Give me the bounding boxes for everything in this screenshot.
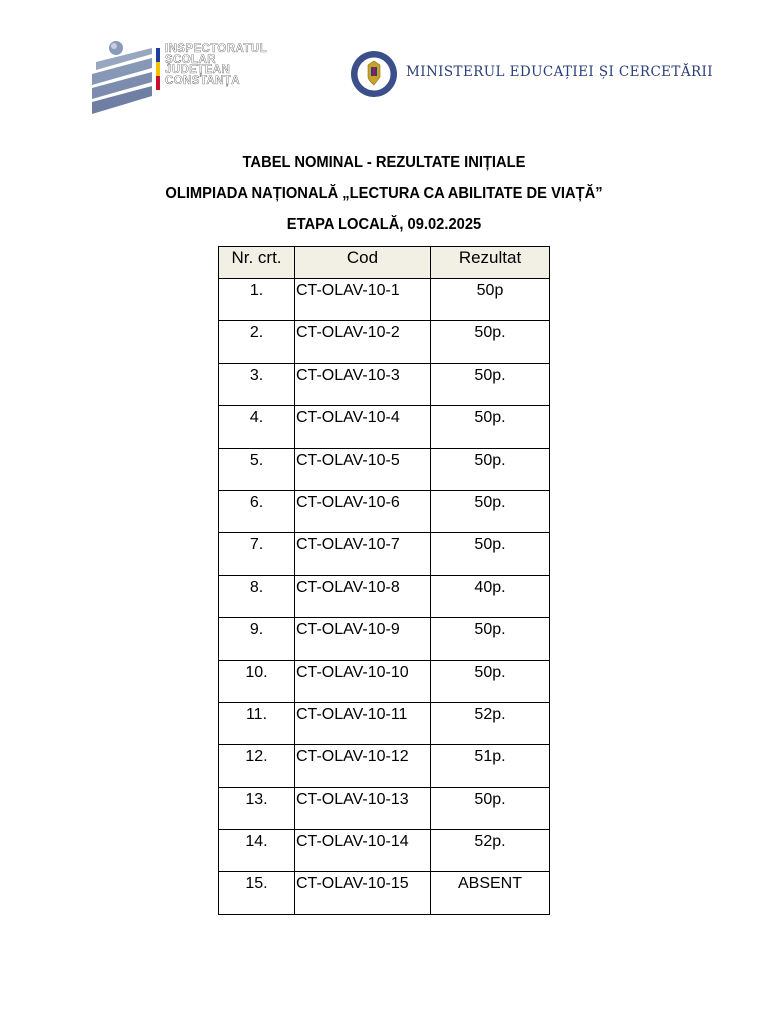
cell-rezultat-text: 50p. [474,493,506,511]
header-rezultat: Rezultat [431,247,550,279]
cell-nr [219,702,295,744]
cell-rezultat [431,279,550,321]
cell-nr-text: 5. [249,451,264,469]
cell-cod-text: CT-OLAV-10-3 [296,366,400,384]
isj-line-1: INSPECTORATUL [165,43,267,55]
cell-nr [219,363,295,405]
cell-nr-text: 15. [245,875,268,893]
cell-cod [295,490,431,532]
table-row [219,660,550,702]
cell-cod [295,660,431,702]
cell-cod [295,830,431,872]
cell-rezultat [431,575,550,617]
document-titles [0,150,768,243]
cell-rezultat [431,618,550,660]
cell-cod-text: CT-OLAV-10-6 [296,493,400,511]
cell-cod [295,872,431,914]
results-table [218,246,550,915]
table-row [219,575,550,617]
table-row [219,279,550,321]
cell-cod [295,787,431,829]
cell-cod-text: CT-OLAV-10-13 [296,790,409,808]
cell-cod [295,618,431,660]
table-row [219,448,550,490]
cell-rezultat-text: 50p. [474,366,506,384]
cell-nr-text: 13. [245,790,268,808]
cell-rezultat [431,787,550,829]
cell-cod-text: CT-OLAV-10-10 [296,663,409,681]
cell-rezultat-text: 52p. [474,833,506,851]
cell-cod [295,575,431,617]
cell-rezultat-text: 50p. [474,663,506,681]
cell-nr-text: 14. [245,833,268,851]
cell-nr [219,279,295,321]
cell-rezultat [431,490,550,532]
table-row [219,533,550,575]
cell-cod-text: CT-OLAV-10-9 [296,621,400,639]
cell-nr [219,575,295,617]
table-row [219,830,550,872]
cell-cod [295,363,431,405]
cell-rezultat-text: 50p [476,282,504,299]
title-line-2: OLIMPIADA NAȚIONALĂ „LECTURA CA ABILITATE DE VIAȚĂ” [165,185,603,202]
cell-rezultat [431,321,550,363]
cell-rezultat [431,702,550,744]
table-row [219,490,550,532]
cell-cod-text: CT-OLAV-10-1 [296,282,400,299]
cell-nr-text: 11. [245,705,268,723]
cell-rezultat-text: 50p. [474,790,506,808]
cell-nr [219,830,295,872]
guvernul-romaniei-seal-icon [350,50,398,98]
table-row [219,702,550,744]
cell-nr-text: 3. [249,366,264,384]
cell-nr [219,321,295,363]
cell-rezultat [431,830,550,872]
cell-nr-text: 9. [249,621,264,639]
cell-cod-text: CT-OLAV-10-8 [296,578,400,596]
table-row [219,872,550,914]
cell-rezultat-text: 50p. [474,324,506,342]
cell-nr-text: 12. [245,748,268,766]
cell-nr [219,406,295,448]
header-cod: Cod [295,247,431,279]
cell-nr-text: 1. [249,282,264,299]
cell-cod-text: CT-OLAV-10-7 [296,536,400,554]
cell-rezultat [431,533,550,575]
isj-line-4: CONSTANȚA [165,74,240,87]
page-header [0,0,768,140]
cell-nr [219,533,295,575]
cell-rezultat [431,363,550,405]
cell-rezultat-text: 51p. [474,748,506,766]
cell-nr [219,660,295,702]
cell-rezultat-text: 40p. [474,578,506,596]
table-row [219,406,550,448]
cell-rezultat [431,406,550,448]
cell-rezultat-text: 50p. [474,536,506,554]
cell-cod-text: CT-OLAV-10-5 [296,451,400,469]
cell-rezultat [431,745,550,787]
table-header-row [219,247,550,279]
cell-cod [295,321,431,363]
table-row [219,787,550,829]
table-row [219,618,550,660]
cell-rezultat [431,660,550,702]
cell-cod-text: CT-OLAV-10-14 [296,833,409,851]
cell-nr [219,618,295,660]
cell-rezultat [431,872,550,914]
romanian-flag-bars [156,48,160,90]
cell-rezultat-text: 50p. [474,451,506,469]
cell-nr-text: 4. [249,409,264,427]
cell-nr [219,787,295,829]
cell-nr [219,745,295,787]
cell-cod [295,406,431,448]
header-nr-crt: Nr. crt. [219,247,295,279]
isj-line-3: JUDEȚEAN [165,64,231,76]
cell-cod [295,448,431,490]
isj-logo-text [165,44,335,86]
cell-rezultat-text: 52p. [474,705,506,723]
cell-cod [295,745,431,787]
cell-nr-text: 2. [249,324,264,342]
title-line-1: TABEL NOMINAL - REZULTATE INIȚIALE [242,154,526,171]
cell-cod [295,702,431,744]
cell-cod-text: CT-OLAV-10-15 [296,875,409,893]
cell-cod-text: CT-OLAV-10-4 [296,409,400,427]
cell-nr [219,872,295,914]
cell-nr [219,448,295,490]
title-line-3: ETAPA LOCALĂ, 09.02.2025 [286,216,482,233]
cell-rezultat [431,448,550,490]
cell-cod [295,279,431,321]
cell-rezultat-text: 50p. [474,621,506,639]
cell-nr-text: 8. [249,578,264,596]
cell-nr-text: 7. [249,536,264,554]
cell-cod-text: CT-OLAV-10-12 [296,748,409,766]
table-row [219,321,550,363]
table-row [219,363,550,405]
cell-rezultat-text: ABSENT [457,875,522,893]
cell-cod-text: CT-OLAV-10-2 [296,324,400,342]
cell-cod [295,533,431,575]
isj-line-2: ȘCOLAR [165,53,216,66]
ministry-name: MINISTERUL EDUCAȚIEI ȘI CERCETĂRII [406,64,714,80]
isj-logo-stripes [92,41,152,114]
cell-nr-text: 10. [245,663,268,681]
table-row [219,745,550,787]
cell-nr-text: 6. [249,493,264,511]
cell-nr [219,490,295,532]
cell-rezultat-text: 50p. [474,409,506,427]
cell-cod-text: CT-OLAV-10-11 [296,705,408,723]
table-body [219,279,550,915]
